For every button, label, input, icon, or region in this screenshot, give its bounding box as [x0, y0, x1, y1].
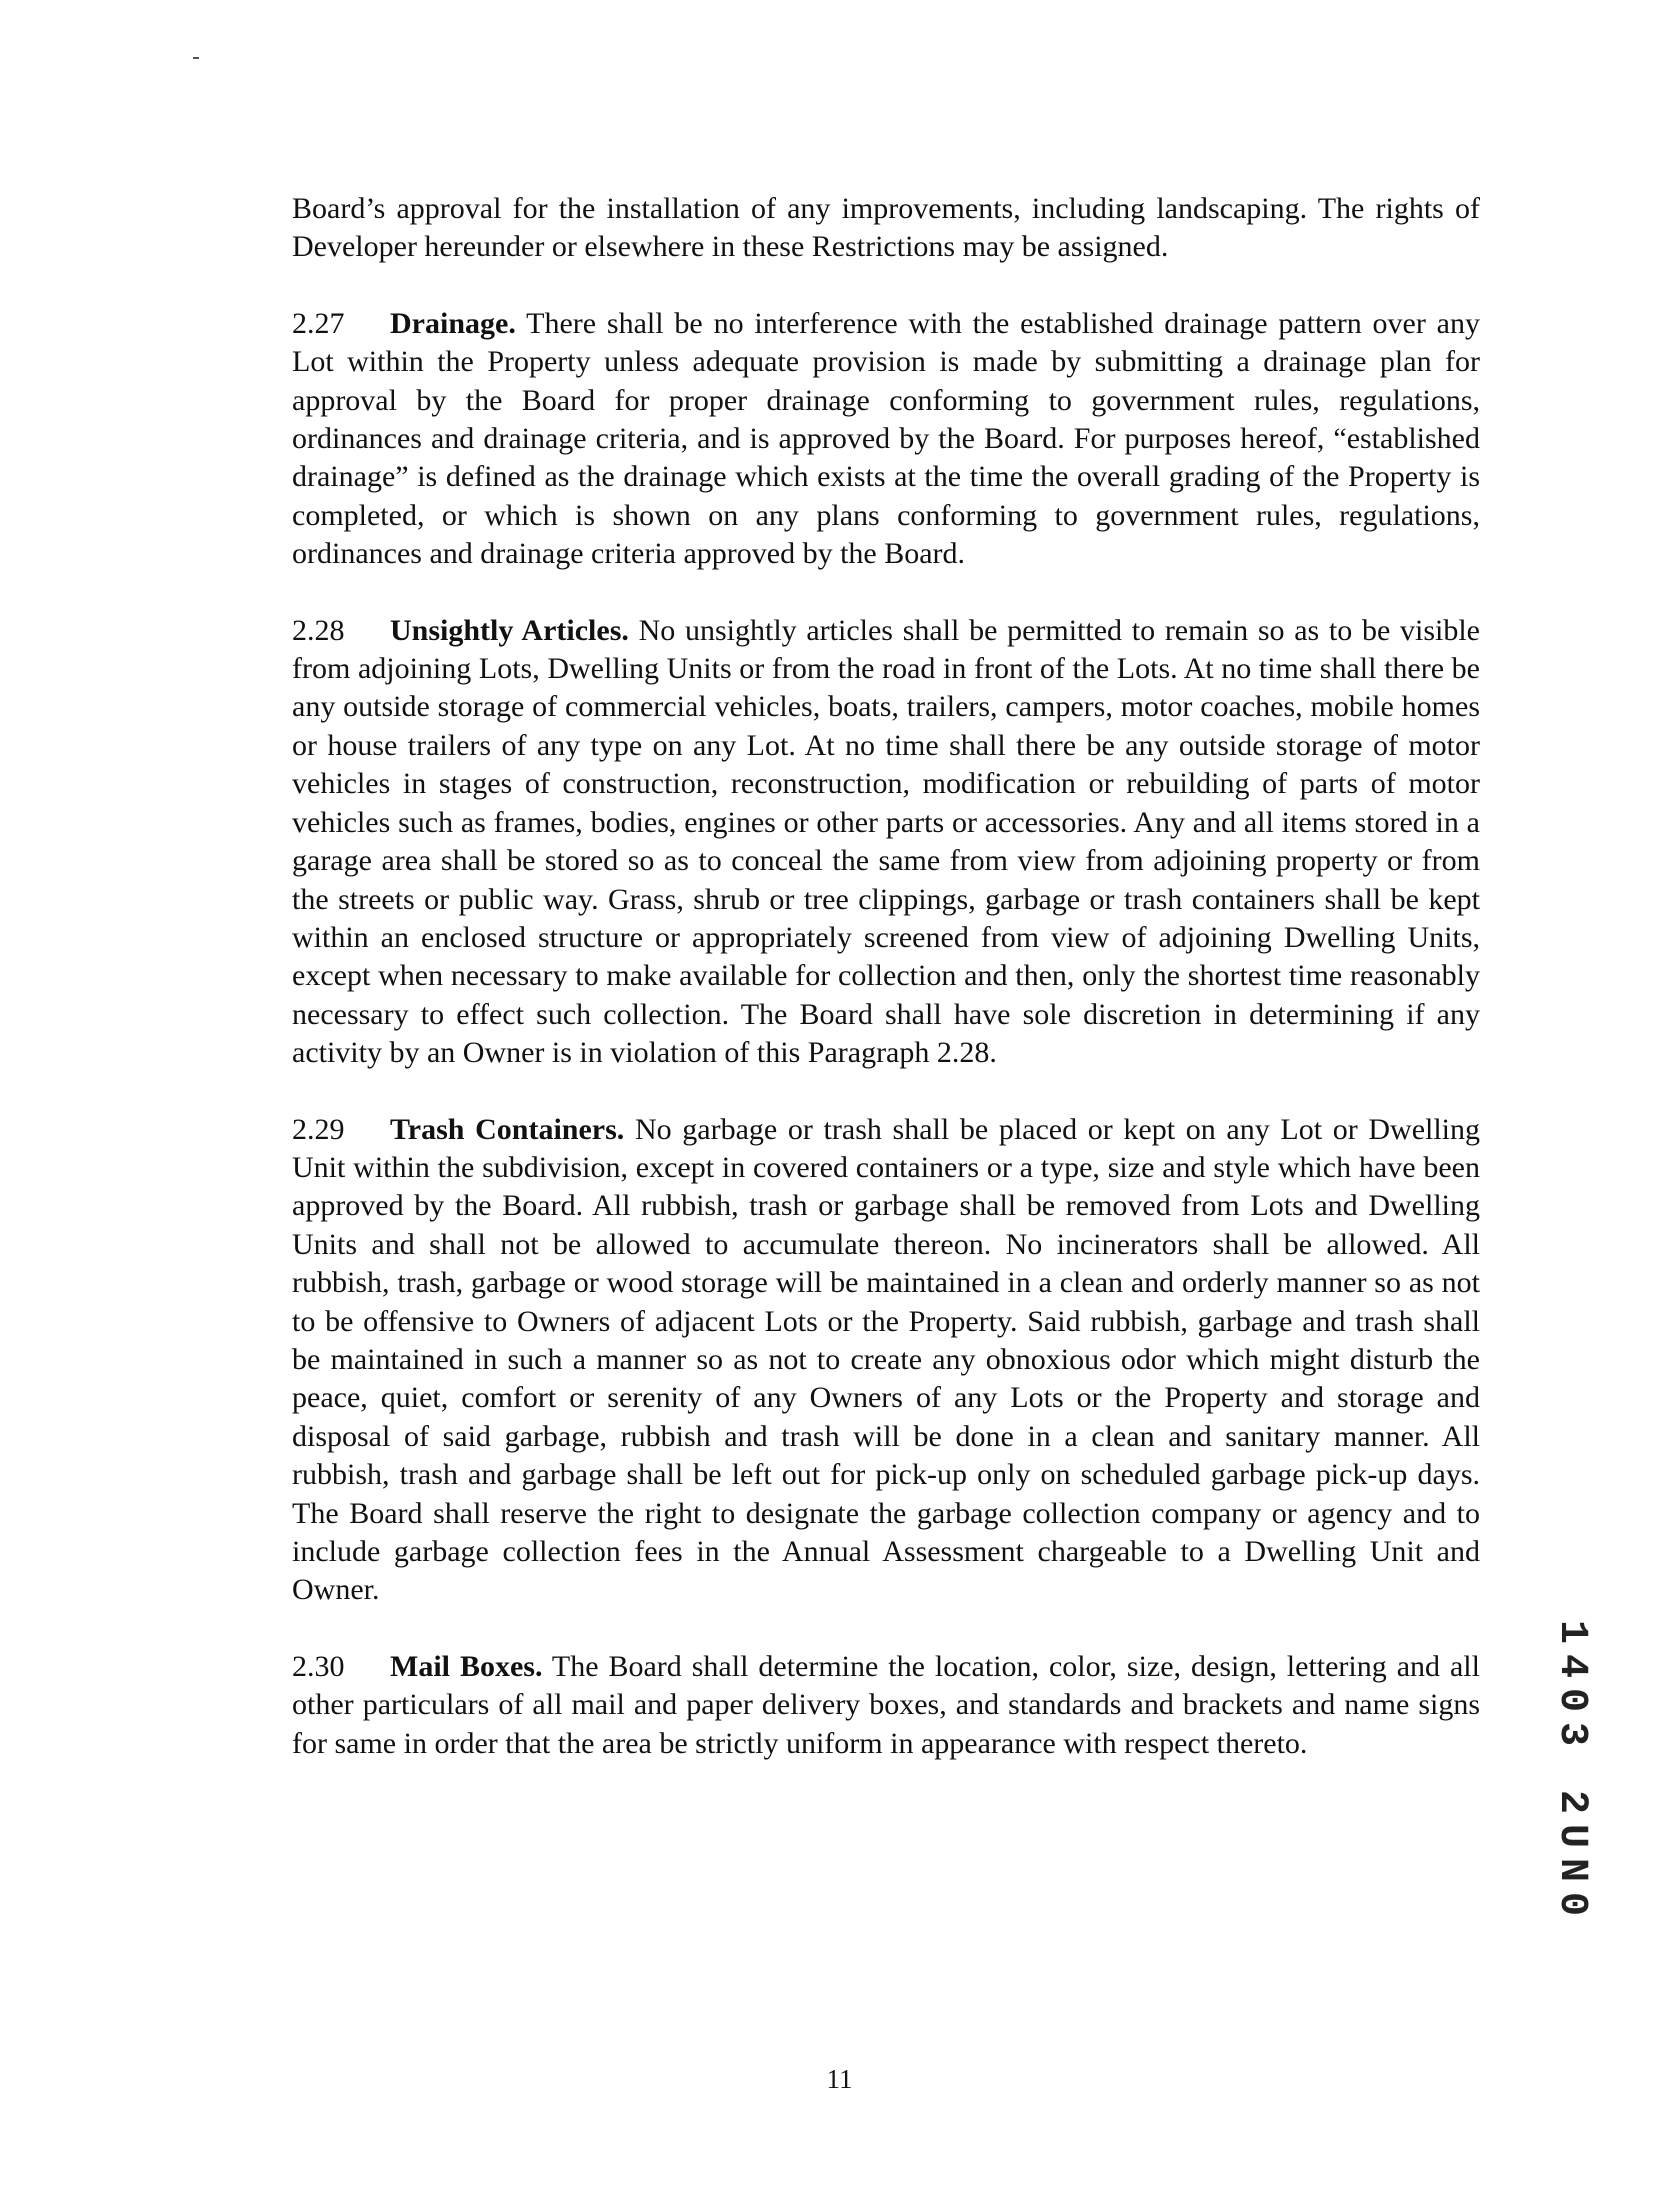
section-number: 2.30	[292, 1649, 345, 1683]
section-2-30	[292, 1648, 1480, 1763]
section-number: 2.28	[292, 613, 345, 647]
section-text: No unsightly articles shall be permitted to remain so as to be visible from adjoining Lots, Dwelling Units or from the road in front of the Lots. At no time shall there be any outside storage of commercial vehicles, boats, trailers, campers, motor coaches, mobile homes or house trailers of any type on any Lot. At no time shall there be any outside storage of motor vehicles in stages of construction, reconstruction, modification or rebuilding of parts of motor vehicles such as frames, bodies, engines or other parts or accessories. Any and all items stored in a garage area shall be stored so as to conceal the same from view from adjoining property or from the streets or public way. Grass, shrub or tree clippings, garbage or trash containers shall be kept within an enclosed structure or appropriately screened from view of adjoining Dwelling Units, except when necessary to make available for collection and then, only the shortest time reasonably necessary to effect such collection. The Board shall have sole discretion in determining if any activity by an Owner is in violation of this Paragraph 2.28.	[292, 613, 1480, 1070]
section-2-27	[292, 305, 1480, 574]
section-text: No garbage or trash shall be placed or kept on any Lot or Dwelling Unit within the subdivision, except in covered containers or a type, size and style which have been approved by the Board. All rubbish, trash or garbage shall be removed from Lots and Dwelling Units and shall not be allowed to accumulate thereon. No incinerators shall be allowed. All rubbish, trash, garbage or wood storage will be maintained in a clean and orderly manner so as not to be offensive to Owners of adjacent Lots or the Property. Said rubbish, garbage and trash shall be maintained in such a manner so as not to create any obnoxious odor which might disturb the peace, quiet, comfort or serenity of any Owners of any Lots or the Property and storage and disposal of said garbage, rubbish and trash will be done in a clean and sanitary manner. All rubbish, trash and garbage shall be left out for pick-up only on scheduled garbage pick-up days. The Board shall reserve the right to designate the garbage collection company or agency and to include garbage collection fees in the Annual Assessment chargeable to a Dwelling Unit and Owner.	[292, 1112, 1481, 1607]
section-2-29	[292, 1111, 1480, 1610]
section-number: 2.27	[292, 306, 345, 340]
recording-stamp-text: 1403 2UN0	[1549, 1620, 1594, 1927]
section-number: 2.29	[292, 1112, 345, 1146]
document-body	[292, 190, 1480, 1801]
section-heading: Mail Boxes.	[390, 1649, 543, 1683]
section-2-28	[292, 612, 1480, 1073]
section-text: There shall be no interference with the established drainage pattern over any Lot within the Property unless adequate provision is made by submitting a drainage plan for approval by the Board for proper drainage conforming to government rules, regulations, ordinances and drainage criteria, and is approved by the Board. For purposes hereof, “established drainage” is defined as the drainage which exists at the time the overall grading of the Property is completed, or which is shown on any plans conforming to government rules, regulations, ordinances and drainage criteria approved by the Board.	[292, 306, 1481, 571]
intro-paragraph: Board’s approval for the installation of any improvements, including landscaping. The rights of Developer hereunder or elsewhere in these Restrictions may be assigned.	[292, 192, 1480, 264]
section-heading: Trash Containers.	[390, 1112, 625, 1146]
section-heading: Drainage.	[390, 306, 516, 340]
section-heading: Unsightly Articles.	[390, 613, 629, 647]
section-text: The Board shall determine the location, color, size, design, lettering and all other particulars of all mail and paper delivery boxes, and standards and brackets and name signs for same in order that the area be strictly uniform in appearance with respect thereto.	[292, 1649, 1480, 1760]
scan-speck	[193, 57, 199, 59]
recording-stamp	[1549, 1620, 1646, 2120]
page-number: 11	[826, 2064, 853, 2094]
